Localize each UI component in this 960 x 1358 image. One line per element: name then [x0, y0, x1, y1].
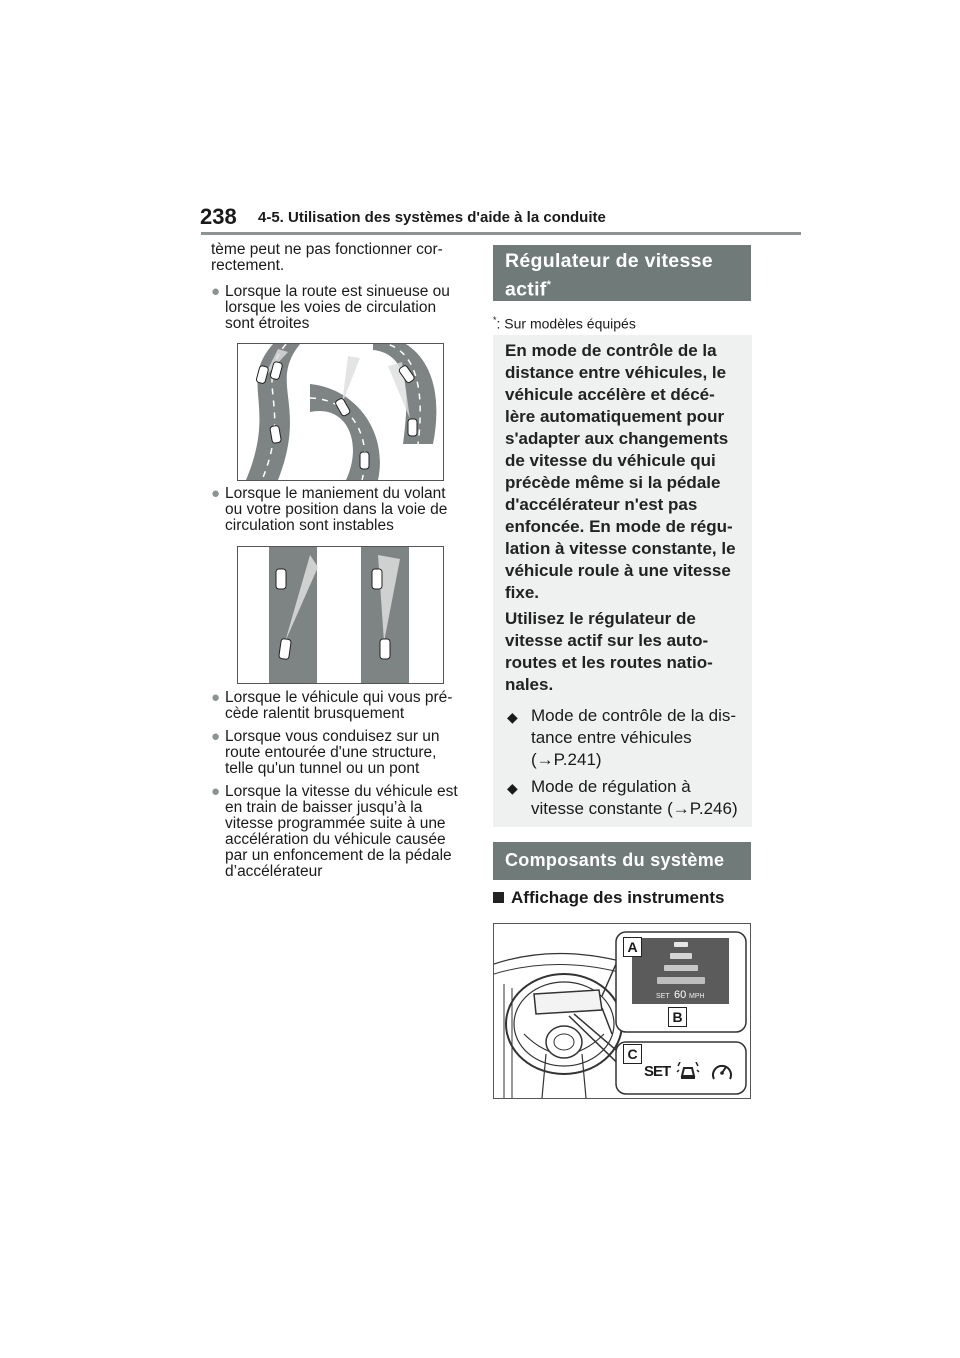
bullet-text: Lorsque vous conduisez sur un route entourée d'une structure, telle qu'un tunnel ou un pont — [225, 728, 440, 777]
mode-constant-speed — [507, 776, 738, 820]
footnote-star: * — [493, 315, 497, 325]
intro-text: tème peut ne pas fonctionner cor- rectement. — [211, 241, 443, 274]
bullet-dot: ● — [211, 728, 221, 745]
heading-line1: Régulateur de vitesse — [505, 250, 713, 272]
lane-position-illustration — [238, 547, 443, 683]
section-heading-active-cruise — [493, 245, 751, 301]
bullet-sudden-braking — [211, 690, 473, 722]
header-rule — [201, 232, 801, 235]
bullet-text: Lorsque le maniement du volant ou votre position dans la voie de circulation sont instables — [225, 485, 448, 534]
heading-star: * — [546, 279, 552, 291]
square-bullet-icon — [493, 892, 504, 903]
heading-text — [505, 249, 713, 302]
section-heading-components — [493, 842, 751, 880]
subheading-instrument-display — [493, 888, 725, 908]
bullet-dot: ● — [211, 283, 221, 300]
components-heading-text: Composants du système — [505, 850, 725, 870]
label-c: C — [623, 1044, 642, 1064]
bullet-dot: ● — [211, 689, 221, 706]
info-paragraph-2: Utilisez le régulateur de vitesse actif sur les auto- routes et les routes natio- nales. — [505, 609, 713, 694]
diamond-bullet-icon: ◆ — [507, 780, 518, 796]
mode-distance-text: Mode de contrôle de la dis- tance entre véhicules (→P.241) — [531, 706, 737, 769]
info-paragraph-1: En mode de contrôle de la distance entre véhicules, le véhicule accélère et décé- lère automatiquement pour s'adapter aux changements de vitesse du véhicule qui précède même si la pédale d'accélérateur n'est pas enfoncée. En mode de régu- lation à vitesse constante, le véhicule roule à une vitesse fixe. — [505, 341, 736, 602]
bullet-text: Lorsque la route est sinueuse ou lorsque les voies de circulation sont étroites — [225, 283, 450, 332]
display-unit: MPH — [689, 993, 705, 1000]
bullet-text: Lorsque la vitesse du véhicule est en train de baisser jusqu’à la vitesse programmée suite à une accélération du véhicule causée par un enfoncement de la pédale d’accélérateur — [225, 783, 458, 880]
bullet-dot: ● — [211, 485, 221, 502]
page-number: 238 — [200, 204, 237, 229]
figure-lane-position — [237, 546, 444, 684]
radar-cruise-icon — [676, 1062, 700, 1082]
indicator-set: SET — [644, 1063, 671, 1080]
figure-winding-roads — [237, 343, 444, 481]
bullet-speed-decreasing — [211, 784, 473, 880]
bullet-dot: ● — [211, 783, 221, 800]
mode-distance-control — [507, 705, 736, 771]
label-b: B — [668, 1007, 687, 1027]
footnote-text: : Sur modèles équipés — [496, 315, 636, 332]
bullet-unstable-steering — [211, 486, 471, 534]
display-speed-value: 60 — [674, 989, 687, 1001]
speedometer-cruise-icon — [710, 1061, 734, 1083]
subheading-text: Affichage des instruments — [511, 888, 725, 907]
bullet-winding-road — [211, 284, 471, 332]
mode-constant-text: Mode de régulation à vitesse constante (→P.246) — [531, 777, 738, 818]
heading-line2: actif — [505, 278, 547, 301]
display-set-label: SET — [656, 993, 670, 1000]
section-title: 4-5. Utilisation des systèmes d'aide à la conduite — [258, 209, 606, 226]
label-a: A — [623, 937, 642, 957]
winding-roads-illustration — [238, 344, 443, 480]
bullet-tunnel-bridge — [211, 729, 473, 777]
info-box — [493, 335, 752, 827]
diamond-bullet-icon: ◆ — [507, 709, 518, 725]
bullet-text: Lorsque le véhicule qui vous pré- cède ralentit brusquement — [225, 689, 453, 722]
figure-instrument-display — [493, 923, 751, 1099]
footnote — [493, 315, 636, 332]
